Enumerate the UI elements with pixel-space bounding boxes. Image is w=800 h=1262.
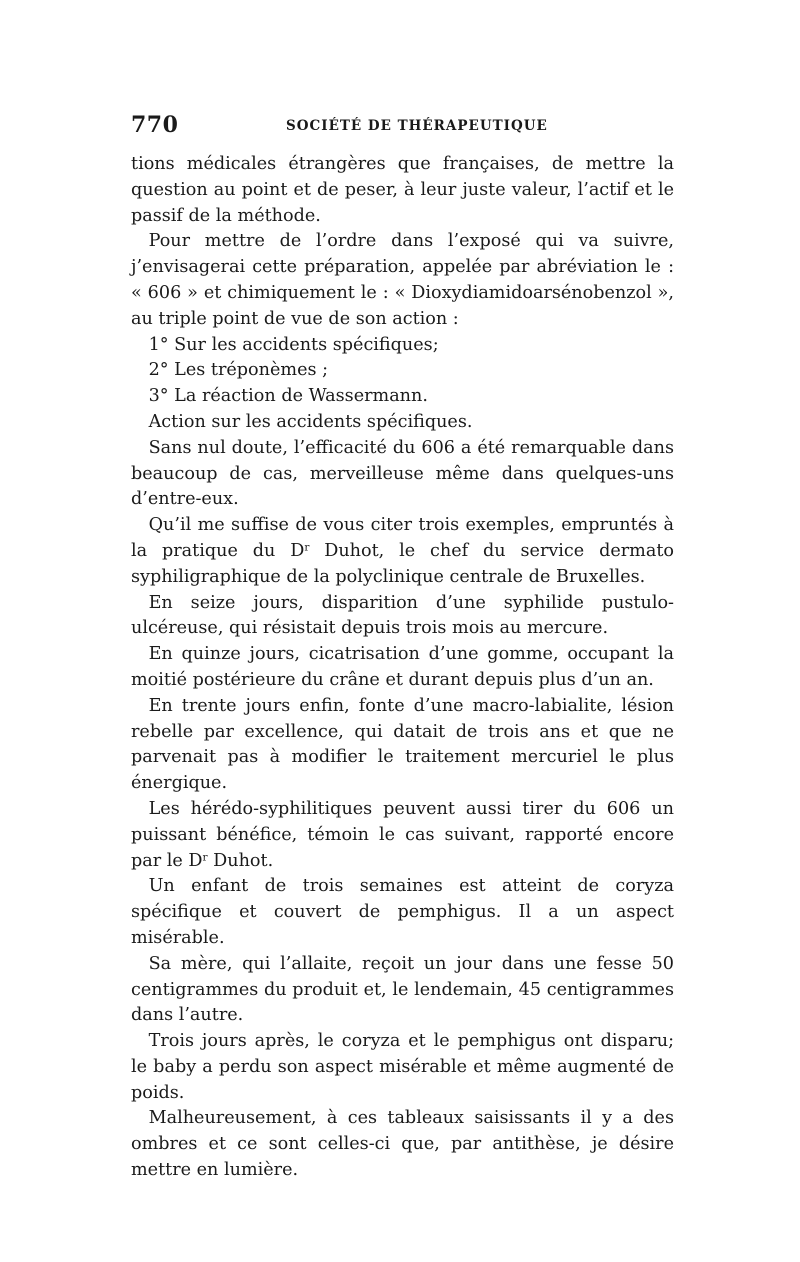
paragraph: Un enfant de trois semaines est atteint de coryza spécifique et couvert de pemphigus. Il a un aspect misérable. xyxy=(131,876,674,948)
superscript: r xyxy=(304,541,310,554)
list-item: 1° Sur les accidents spécifiques; xyxy=(148,334,439,355)
paragraph: Pour mettre de l’ordre dans l’exposé qui va suivre, j’envisagerai cette préparation, appelée par abréviation le : « 606 » et chimiquement le : « Dioxydiamidoarsénobenzol », au triple point de vue de son action : xyxy=(131,231,674,329)
paragraph: Malheureusement, à ces tableaux saisissants il y a des ombres et ce sont celles-ci que, par antithèse, je désire mettre en lumière. xyxy=(131,1108,674,1181)
paragraph: tions médicales étrangères que françaises, de mettre la question au point et de peser, à leur juste valeur, l’actif et le passif de la méthode. xyxy=(131,154,674,226)
page-header xyxy=(131,112,674,142)
list-item: 3° La réaction de Wassermann. xyxy=(148,386,428,407)
paragraph: En seize jours, disparition d’une syphilide pustulo-ulcéreuse, qui résistait depuis trois mois au mercure. xyxy=(131,592,674,639)
paragraph-text: Qu’il me suffise de vous citer trois exemples, empruntés à la pratique du D xyxy=(131,515,674,561)
running-title: SOCIÉTÉ DE THÉRAPEUTIQUE xyxy=(286,118,548,134)
paragraph xyxy=(131,513,674,590)
paragraph: En quinze jours, cicatrisation d’une gomme, occupant la moitié postérieure du crâne et durant depuis plus d’un an. xyxy=(131,644,674,690)
paragraph-text: Les hérédo-syphilitiques peuvent aussi tirer du 606 un puissant bénéfice, témoin le cas suivant, rapporté encore par le D xyxy=(131,798,674,871)
paragraph xyxy=(131,797,674,874)
superscript: r xyxy=(202,851,208,864)
paragraph: Trois jours après, le coryza et le pemphigus ont disparu; le baby a perdu son aspect misérable et même augmenté de poids. xyxy=(131,1031,674,1103)
section-heading: Action sur les accidents spécifiques. xyxy=(148,411,473,432)
paragraph: Sa mère, qui l’allaite, reçoit un jour dans une fesse 50 centigrammes du produit et, le lendemain, 45 centigrammes dans l’autre. xyxy=(131,953,674,1026)
paragraph-text: Duhot. xyxy=(207,850,274,871)
page-number: 770 xyxy=(131,112,179,138)
paragraph-text: Duhot, le chef du service dermato syphiligraphique de la polyclinique centrale de Bruxelles. xyxy=(131,540,674,587)
list-item: 2° Les tréponèmes ; xyxy=(148,360,329,381)
paragraph: Sans nul doute, l’efficacité du 606 a été remarquable dans beaucoup de cas, merveilleuse même dans quelques-uns d’entre-eux. xyxy=(131,437,674,510)
paragraph: En trente jours enfin, fonte d’une macro-labialite, lésion rebelle par excellence, qui datait de trois ans et que ne parvenait pas à modifier le traitement mercuriel le plus énergique. xyxy=(131,695,674,794)
body-text xyxy=(131,152,674,1184)
